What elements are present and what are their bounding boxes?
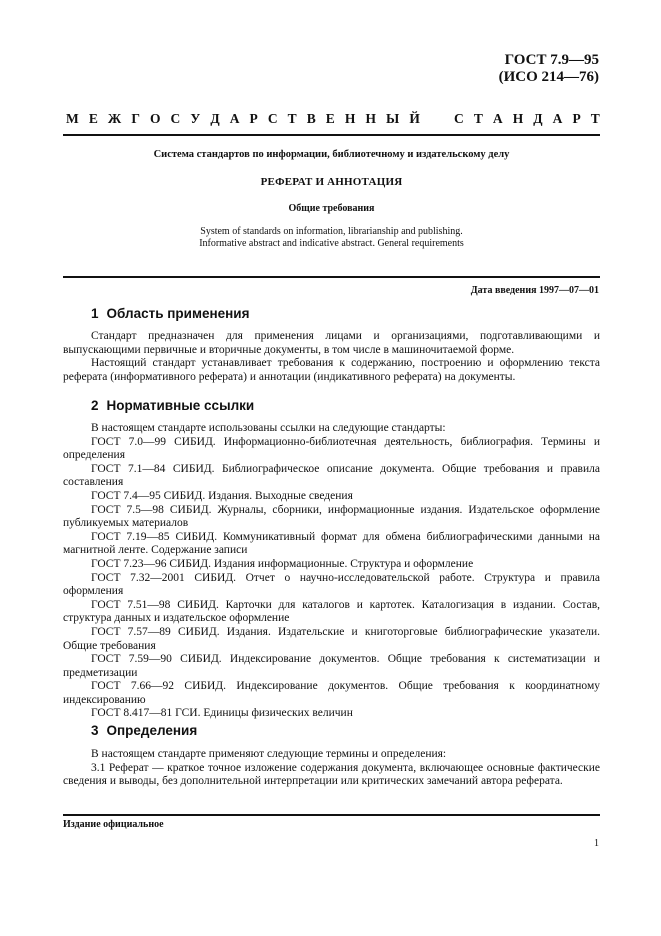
heading-letter: Р [572,111,581,126]
heading-letter: С [454,111,464,126]
heading-letter: Д [210,111,220,126]
section-number: 2 [91,398,99,413]
introduction-date: Дата введения 1997—07—01 [470,285,599,296]
heading-letter: Д [533,111,543,126]
heading-letter: М [66,111,79,126]
heading-letter: Т [473,111,483,126]
section-title: Определения [106,723,198,738]
reference-item: ГОСТ 7.32—2001 СИБИД. Отчет о научно-исследовательской работе. Структура и правила оформления [63,571,600,598]
heading-letter: Е [325,111,335,126]
heading-letter: Р [249,111,258,126]
section-2-heading [91,398,254,413]
english-title [63,226,600,250]
reference-item: ГОСТ 7.4—95 СИБИД. Издания. Выходные сведения [91,489,353,502]
heading-letter: А [492,111,503,126]
interstate-standard-heading [66,111,600,127]
section-title: Область применения [106,306,250,321]
iso-number: (ИСО 214—76) [498,69,599,85]
heading-letter: Е [88,111,98,126]
reference-item: ГОСТ 7.59—90 СИБИД. Индексирование документов. Общие требования к систематизации и предметизации [63,653,600,679]
document-subtitle: Общие требования [288,203,375,214]
page-number: 1 [594,838,599,849]
official-edition-label: Издание официальное [63,819,164,830]
reference-item: ГОСТ 7.5—98 СИБИД. Журналы, сборники, информационные издания. Издательское оформление публикуемых материалов [63,503,600,530]
paragraph: В настоящем стандарте использованы ссылки на следующие стандарты: [91,422,446,434]
reference-item: ГОСТ 7.57—89 СИБИД. Издания. Издательские и книготорговые библиографические указатели. Общие требования [63,625,600,652]
heading-word-gap [430,111,444,127]
top-rule [63,134,600,136]
series-title: Система стандартов по информации, библиотечному и издательскому делу [153,149,510,160]
heading-letter: У [190,111,201,126]
paragraph: Стандарт предназначен для применения лицами и организациями, подготавливающими и выпускающими первичные и вторичные документы, в том числе в машиночитаемой форме. [63,330,600,356]
section-1-heading [91,306,249,321]
section-title: Нормативные ссылки [106,398,255,413]
heading-letter: Т [590,111,600,126]
heading-letter: А [552,111,563,126]
section-number: 1 [91,306,99,321]
heading-letter: Н [344,111,356,126]
heading-letter: О [149,111,161,126]
reference-item: ГОСТ 7.1—84 СИБИД. Библиографическое описание документа. Общие требования и правила составления [63,462,600,489]
heading-letter: Т [287,111,297,126]
heading-letter: Г [131,111,140,126]
paragraph: Настоящий стандарт устанавливает требования к содержанию, построению и оформлению текста реферата (информативного реферата) и аннотации (индикативного реферата) на документы. [63,357,600,383]
section-1-body [63,330,600,384]
english-title-line-1: System of standards on information, librarianship and publishing. [200,226,463,237]
heading-letter: Н [365,111,376,126]
section-3-body [63,748,600,789]
heading-letter: Н [512,111,524,126]
reference-item: ГОСТ 7.51—98 СИБИД. Карточки для каталогов и картотек. Каталогизация в издании. Состав, структура данных и издательское оформление [63,598,600,625]
document-title: РЕФЕРАТ И АННОТАЦИЯ [260,176,403,188]
heading-letter: А [229,111,240,126]
section-3-heading [91,723,197,738]
heading-letter: С [170,111,181,126]
paragraph: В настоящем стандарте применяют следующие термины и определения: [91,748,447,760]
footer-rule [63,814,600,816]
reference-item: ГОСТ 7.23—96 СИБИД. Издания информационные. Структура и оформление [91,557,474,570]
heading-letter: Й [409,111,420,126]
definition-paragraph: 3.1 Реферат — краткое точное изложение содержания документа, включающее основные фактические сведения и выводы, без дополнительной интерпретации или критических замечаний автора реферата. [63,761,600,788]
section-2-body [63,422,600,721]
heading-letter: С [267,111,278,126]
heading-letter: В [306,111,316,126]
english-title-line-2: Informative abstract and indicative abstract. General requirements [199,238,464,249]
heading-letter: Ы [386,111,400,126]
heading-letter: Ж [107,111,122,126]
reference-item: ГОСТ 7.19—85 СИБИД. Коммуникативный формат для обмена библиографическими данными на магнитной ленте. Содержание записи [63,530,600,557]
gost-number: ГОСТ 7.9—95 [504,52,599,68]
reference-item: ГОСТ 7.66—92 СИБИД. Индексирование документов. Общие требования к координатному индексированию [63,680,600,706]
reference-item: ГОСТ 7.0—99 СИБИД. Информационно-библиотечная деятельность, библиография. Термины и определения [63,435,600,462]
section-number: 3 [91,723,99,738]
standard-code [499,52,599,86]
title-rule [63,276,600,278]
reference-item: ГОСТ 8.417—81 ГСИ. Единицы физических величин [91,707,353,720]
